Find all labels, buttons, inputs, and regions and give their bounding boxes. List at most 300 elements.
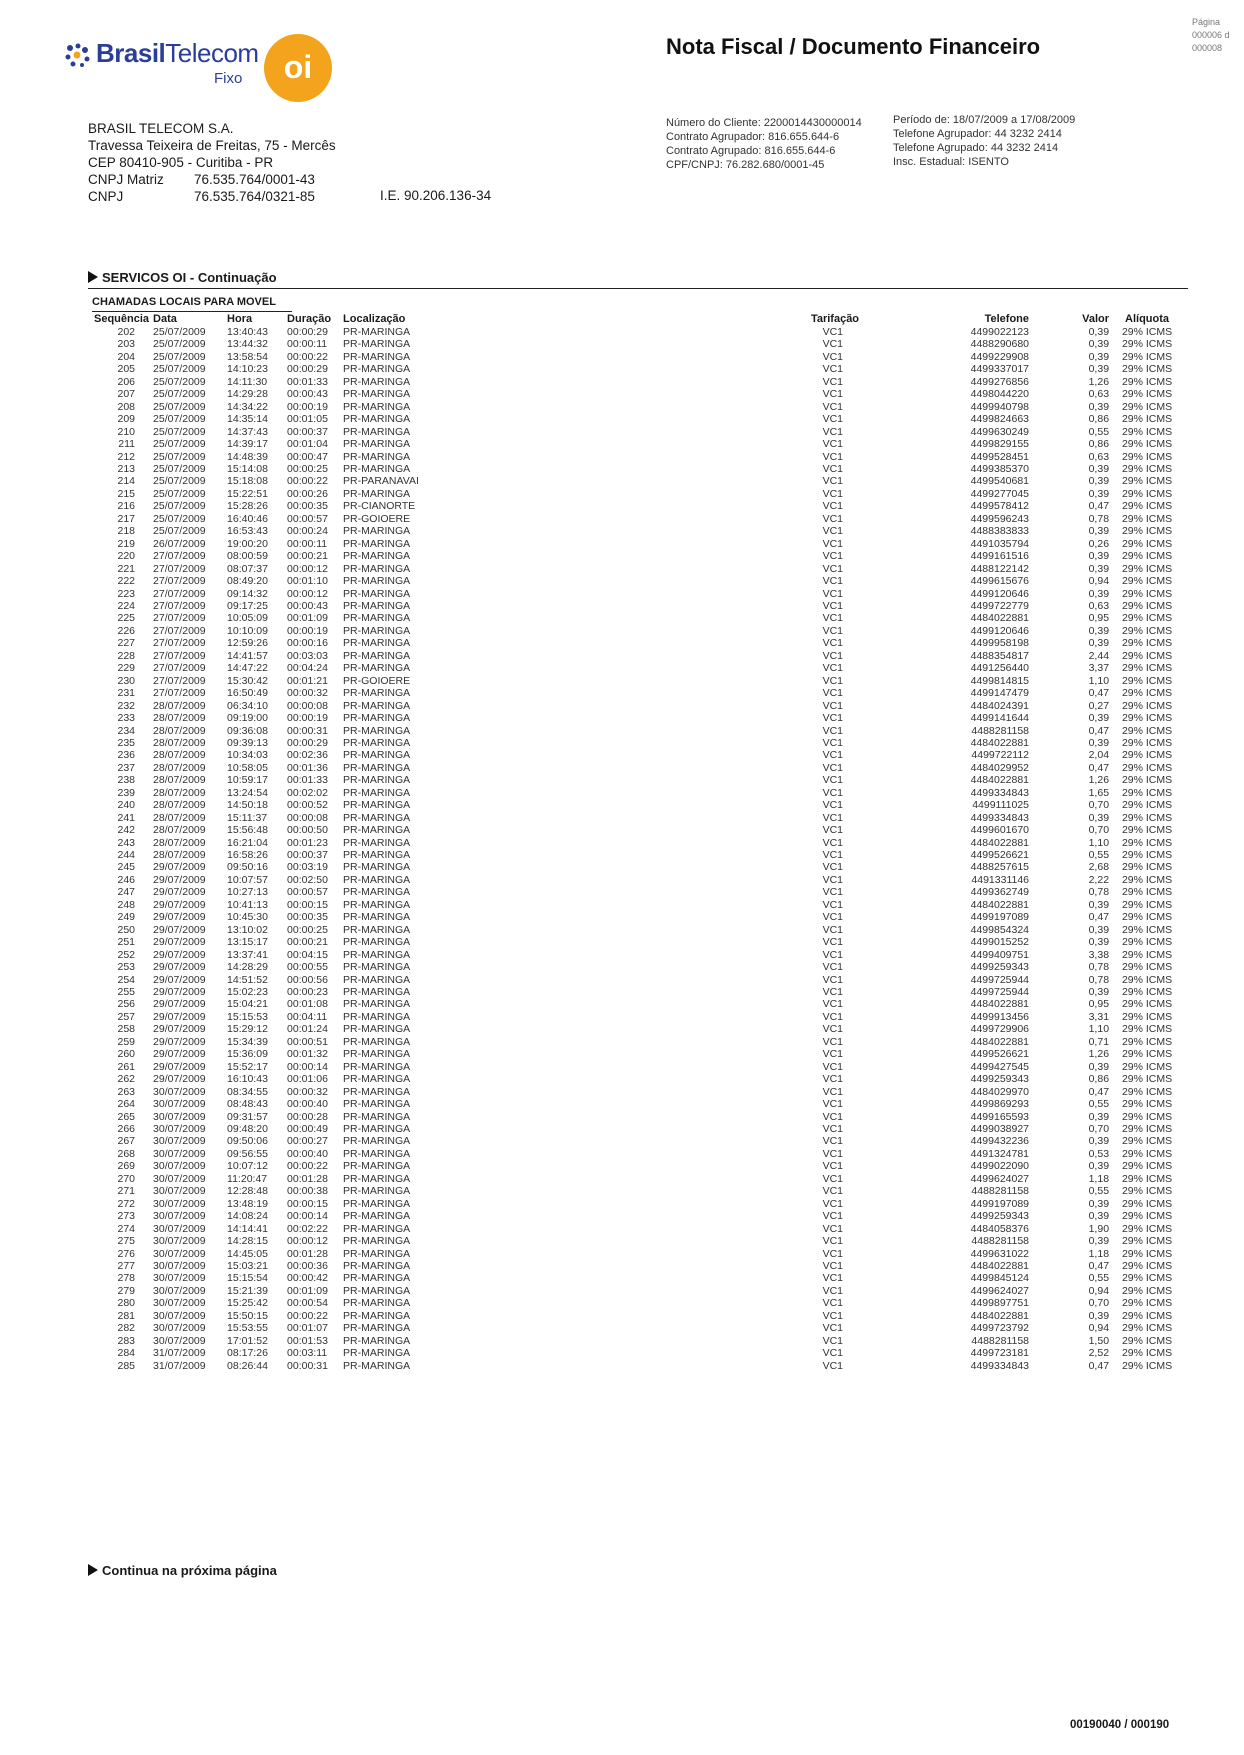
cell-seq: 276 [117, 1247, 136, 1260]
cell-aliquota: 29% ICMS [1121, 624, 1173, 637]
cell-tarifacao: VC1 [822, 736, 844, 749]
cell-valor: 0,47 [1088, 687, 1110, 700]
cell-duracao: 00:03:03 [287, 649, 328, 662]
table-row [92, 351, 1183, 363]
table-row [92, 612, 1183, 624]
cell-duracao: 00:00:19 [287, 624, 328, 637]
cell-telefone: 4499722112 [971, 749, 1030, 762]
cell-localizacao: PR-MARINGA [343, 1235, 411, 1248]
cell-localizacao: PR-MARINGA [343, 1010, 411, 1023]
cell-localizacao: PR-MARINGA [343, 350, 411, 363]
cell-tarifacao: VC1 [822, 786, 844, 799]
table-row [92, 637, 1183, 649]
cell-telefone: 4499337017 [970, 363, 1030, 376]
cell-hora: 15:18:08 [227, 475, 268, 488]
cell-hora: 14:34:22 [227, 400, 268, 413]
cell-data: 29/07/2009 [153, 861, 206, 874]
cell-telefone: 4499120646 [970, 624, 1030, 637]
cell-tarifacao: VC1 [822, 1284, 844, 1297]
table-row [92, 588, 1183, 600]
cell-valor: 0,63 [1088, 388, 1110, 401]
cell-seq: 250 [117, 923, 136, 936]
cell-telefone: 4488281158 [971, 1235, 1030, 1248]
col-duracao: Duração [287, 313, 332, 325]
cell-seq: 261 [117, 1060, 136, 1073]
cell-data: 27/07/2009 [153, 637, 206, 650]
cell-tarifacao: VC1 [822, 1048, 844, 1061]
cell-telefone: 4484022881 [970, 1259, 1030, 1272]
cell-localizacao: PR-MARINGA [343, 1359, 411, 1372]
cell-valor: 0,39 [1088, 475, 1110, 488]
cell-seq: 246 [117, 873, 136, 886]
company-ie: I.E. 90.206.136-34 [380, 188, 492, 203]
cell-tarifacao: VC1 [822, 400, 844, 413]
cell-telefone: 4484022881 [970, 736, 1030, 749]
cell-localizacao: PR-MARINGA [343, 1197, 411, 1210]
cell-telefone: 4499624027 [970, 1284, 1030, 1297]
cell-aliquota: 29% ICMS [1121, 587, 1173, 600]
cell-data: 29/07/2009 [153, 986, 206, 999]
cell-aliquota: 29% ICMS [1121, 1035, 1173, 1048]
cell-tarifacao: VC1 [822, 1010, 844, 1023]
cell-seq: 222 [117, 575, 136, 588]
table-row [92, 762, 1183, 774]
cell-valor: 0,94 [1088, 1322, 1110, 1335]
cell-duracao: 00:00:31 [287, 1359, 328, 1372]
cell-duracao: 00:01:32 [287, 1048, 328, 1061]
cell-hora: 14:39:17 [227, 438, 268, 451]
cell-localizacao: PR-MARINGA [343, 961, 411, 974]
cell-duracao: 00:04:15 [287, 948, 328, 961]
cell-aliquota: 29% ICMS [1121, 1123, 1173, 1135]
cell-localizacao: PR-MARINGA [343, 637, 411, 650]
arrow-right-icon [88, 271, 98, 283]
cell-duracao: 00:00:47 [287, 450, 328, 463]
cell-telefone: 4499723792 [970, 1322, 1030, 1335]
table-row [92, 1310, 1183, 1322]
cell-seq: 212 [117, 450, 136, 463]
cell-telefone: 4499526621 [970, 849, 1030, 862]
cell-aliquota: 29% ICMS [1121, 649, 1173, 662]
cell-seq: 211 [118, 438, 136, 451]
cell-data: 30/07/2009 [153, 1197, 206, 1210]
client-info-right [893, 113, 1075, 169]
cell-localizacao: PR-MARINGA [343, 1347, 411, 1360]
cell-duracao: 00:00:19 [287, 712, 328, 725]
table-row [92, 575, 1183, 587]
cell-seq: 270 [117, 1172, 136, 1185]
cell-tarifacao: VC1 [822, 712, 844, 725]
brand-sub: Fixo [214, 70, 243, 87]
cell-localizacao: PR-MARINGA [343, 786, 411, 799]
table-row [92, 749, 1183, 761]
cell-tarifacao: VC1 [822, 1235, 844, 1248]
telefone-agrupado: Telefone Agrupado: 44 3232 2414 [893, 142, 1059, 154]
table-row [92, 1048, 1183, 1060]
cell-duracao: 00:00:12 [287, 587, 328, 600]
cell-valor: 0,39 [1088, 400, 1110, 413]
table-row [92, 1248, 1183, 1260]
cell-data: 30/07/2009 [153, 1322, 206, 1335]
cell-telefone: 4488290680 [970, 338, 1030, 351]
cell-data: 29/07/2009 [153, 961, 206, 974]
cell-tarifacao: VC1 [822, 749, 844, 762]
cell-seq: 274 [117, 1222, 136, 1235]
cell-tarifacao: VC1 [822, 998, 844, 1011]
cell-data: 30/07/2009 [153, 1309, 206, 1322]
cell-telefone: 4499869293 [970, 1098, 1030, 1111]
cell-valor: 2,52 [1088, 1347, 1110, 1360]
cell-hora: 15:14:08 [227, 462, 268, 475]
cell-telefone: 4491035794 [970, 537, 1030, 550]
table-row [92, 1148, 1183, 1160]
cell-hora: 10:45:30 [227, 911, 268, 924]
cell-duracao: 00:00:24 [287, 525, 328, 538]
cell-telefone: 4488354817 [970, 649, 1030, 662]
cell-localizacao: PR-MARINGA [343, 438, 411, 451]
cell-valor: 0,39 [1088, 562, 1110, 575]
cell-data: 25/07/2009 [153, 363, 206, 376]
cell-data: 29/07/2009 [153, 948, 206, 961]
cell-valor: 1,26 [1088, 375, 1110, 388]
cell-duracao: 00:00:23 [287, 986, 328, 999]
cell-telefone: 4499601670 [970, 824, 1030, 837]
page-stamp-total: 000008 [1192, 43, 1223, 53]
cell-telefone: 4499259343 [970, 961, 1030, 974]
table-row [92, 563, 1183, 575]
cell-aliquota: 29% ICMS [1121, 400, 1173, 413]
cell-seq: 210 [117, 425, 136, 438]
cell-localizacao: PR-MARINGA [343, 662, 411, 675]
cell-valor: 0,95 [1088, 612, 1110, 625]
cell-seq: 229 [117, 662, 136, 675]
cell-data: 30/07/2009 [153, 1247, 206, 1260]
cell-localizacao: PR-MARINGA [343, 649, 411, 662]
cell-aliquota: 29% ICMS [1121, 1048, 1173, 1061]
company-info [88, 120, 336, 205]
cell-data: 30/07/2009 [153, 1160, 206, 1173]
billing-period: Período de: 18/07/2009 a 17/08/2009 [893, 114, 1076, 126]
cell-tarifacao: VC1 [822, 761, 844, 774]
cell-localizacao: PR-MARINGA [343, 712, 411, 725]
cell-seq: 205 [117, 363, 136, 376]
cell-localizacao: PR-MARINGA [343, 1259, 411, 1272]
cell-valor: 0,47 [1088, 724, 1110, 737]
cell-duracao: 00:04:11 [287, 1010, 328, 1023]
cell-telefone: 4499725944 [970, 986, 1030, 999]
cell-hora: 15:30:42 [227, 674, 268, 687]
cell-data: 28/07/2009 [153, 699, 206, 712]
table-row [92, 924, 1183, 936]
table-row [92, 874, 1183, 886]
cell-telefone: 4484029952 [970, 761, 1030, 774]
table-row [92, 1098, 1183, 1110]
cell-aliquota: 29% ICMS [1121, 873, 1173, 886]
cell-aliquota: 29% ICMS [1121, 774, 1173, 787]
cell-valor: 0,39 [1088, 736, 1110, 749]
cell-telefone: 4499334843 [970, 786, 1030, 799]
cell-hora: 15:11:37 [227, 811, 268, 824]
cell-tarifacao: VC1 [822, 363, 844, 376]
cell-tarifacao: VC1 [822, 898, 844, 911]
cell-localizacao: PR-MARINGA [343, 824, 411, 837]
table-row [92, 488, 1183, 500]
cell-seq: 255 [117, 986, 136, 999]
cell-telefone: 4499729906 [970, 1023, 1030, 1036]
telefone-agrupador: Telefone Agrupador: 44 3232 2414 [893, 128, 1062, 140]
cell-tarifacao: VC1 [822, 413, 844, 426]
page-stamp [1192, 16, 1242, 55]
cell-hora: 14:51:52 [227, 973, 268, 986]
cell-seq: 251 [117, 936, 136, 949]
cell-hora: 15:02:23 [227, 986, 268, 999]
table-row [92, 1135, 1183, 1147]
cell-localizacao: PR-MARINGA [343, 375, 411, 388]
cell-valor: 0,39 [1088, 587, 1110, 600]
cell-duracao: 00:01:07 [287, 1322, 328, 1335]
cell-valor: 0,39 [1088, 712, 1110, 725]
cell-valor: 3,38 [1088, 948, 1110, 961]
page-stamp-number: 000006 d [1192, 30, 1230, 40]
cpf-cnpj: CPF/CNPJ: 76.282.680/0001-45 [666, 159, 825, 171]
cell-tarifacao: VC1 [822, 450, 844, 463]
cell-duracao: 00:00:35 [287, 911, 328, 924]
cell-aliquota: 29% ICMS [1121, 886, 1173, 899]
cell-seq: 260 [117, 1048, 136, 1061]
cell-aliquota: 29% ICMS [1121, 363, 1173, 376]
cell-aliquota: 29% ICMS [1121, 824, 1173, 837]
cell-telefone: 4488281158 [971, 1334, 1030, 1347]
cell-aliquota: 29% ICMS [1121, 786, 1173, 799]
cell-duracao: 00:00:21 [287, 550, 328, 563]
cell-data: 30/07/2009 [153, 1147, 206, 1160]
cell-data: 28/07/2009 [153, 724, 206, 737]
cell-data: 25/07/2009 [153, 375, 206, 388]
table-row [92, 413, 1183, 425]
cell-data: 25/07/2009 [153, 388, 206, 401]
cell-duracao: 00:01:04 [287, 438, 328, 451]
cell-tarifacao: VC1 [822, 1210, 844, 1223]
cell-seq: 227 [117, 637, 136, 650]
cell-telefone: 4499362749 [970, 886, 1030, 899]
cell-seq: 263 [117, 1085, 136, 1098]
cell-tarifacao: VC1 [822, 537, 844, 550]
cell-valor: 0,39 [1088, 986, 1110, 999]
cell-data: 28/07/2009 [153, 836, 206, 849]
cell-duracao: 00:00:22 [287, 350, 328, 363]
cell-seq: 249 [117, 911, 136, 924]
cell-seq: 238 [117, 774, 136, 787]
cell-valor: 3,31 [1088, 1010, 1110, 1023]
cell-valor: 0,94 [1088, 1284, 1110, 1297]
cell-tarifacao: VC1 [822, 861, 844, 874]
cell-duracao: 00:00:29 [287, 736, 328, 749]
cell-aliquota: 29% ICMS [1121, 450, 1173, 463]
cell-localizacao: PR-MARINGA [343, 849, 411, 862]
cell-valor: 0,39 [1088, 1197, 1110, 1210]
cell-aliquota: 29% ICMS [1121, 1297, 1173, 1310]
cell-valor: 1,50 [1088, 1334, 1110, 1347]
cell-duracao: 00:00:32 [287, 1085, 328, 1098]
cell-tarifacao: VC1 [822, 687, 844, 700]
cell-aliquota: 29% ICMS [1121, 936, 1173, 949]
cell-aliquota: 29% ICMS [1121, 712, 1173, 725]
cell-valor: 0,39 [1088, 1160, 1110, 1173]
cell-hora: 14:11:30 [227, 375, 268, 388]
cell-valor: 0,39 [1088, 1110, 1110, 1123]
cell-hora: 08:48:43 [227, 1098, 268, 1111]
cell-duracao: 00:01:10 [287, 575, 328, 588]
cell-duracao: 00:01:05 [287, 413, 328, 426]
cell-aliquota: 29% ICMS [1121, 1160, 1173, 1173]
cell-telefone: 4488257615 [970, 861, 1030, 874]
cell-hora: 10:10:09 [227, 624, 268, 637]
cell-data: 29/07/2009 [153, 873, 206, 886]
cell-data: 30/07/2009 [153, 1334, 206, 1347]
cell-data: 30/07/2009 [153, 1085, 206, 1098]
cell-aliquota: 29% ICMS [1121, 1060, 1173, 1073]
cell-seq: 225 [117, 612, 136, 625]
cell-valor: 0,63 [1088, 599, 1110, 612]
cell-duracao: 00:01:24 [287, 1023, 328, 1036]
cell-data: 29/07/2009 [153, 898, 206, 911]
cell-localizacao: PR-MARINGA [343, 736, 411, 749]
cell-data: 25/07/2009 [153, 400, 206, 413]
cell-seq: 240 [117, 799, 136, 812]
cell-localizacao: PR-MARINGA [343, 363, 411, 376]
cell-aliquota: 29% ICMS [1121, 550, 1173, 563]
cell-seq: 284 [117, 1347, 136, 1360]
cell-valor: 0,86 [1088, 413, 1110, 426]
table-row [92, 538, 1183, 550]
cell-aliquota: 29% ICMS [1121, 973, 1173, 986]
contrato-agrupador: Contrato Agrupador: 816.655.644-6 [666, 131, 840, 143]
table-row [92, 662, 1183, 674]
table-row [92, 1235, 1183, 1247]
cell-seq: 233 [117, 712, 136, 725]
cell-hora: 15:22:51 [227, 487, 268, 500]
cell-tarifacao: VC1 [822, 1160, 844, 1173]
cell-valor: 3,37 [1088, 662, 1110, 675]
cell-aliquota: 29% ICMS [1121, 1247, 1173, 1260]
cell-data: 30/07/2009 [153, 1185, 206, 1198]
cell-hora: 14:29:28 [227, 388, 268, 401]
cell-valor: 1,65 [1088, 786, 1110, 799]
cell-aliquota: 29% ICMS [1121, 1259, 1173, 1272]
cell-aliquota: 29% ICMS [1121, 1309, 1173, 1322]
cell-tarifacao: VC1 [822, 948, 844, 961]
cell-data: 30/07/2009 [153, 1235, 206, 1248]
cell-aliquota: 29% ICMS [1121, 849, 1173, 862]
cell-aliquota: 29% ICMS [1121, 724, 1173, 737]
cell-valor: 0,95 [1088, 998, 1110, 1011]
table-row [92, 1160, 1183, 1172]
cell-seq: 258 [117, 1023, 136, 1036]
cell-valor: 0,39 [1088, 1235, 1110, 1248]
cell-telefone: 4499120646 [970, 587, 1030, 600]
cell-telefone: 4499845124 [970, 1272, 1030, 1285]
cell-data: 27/07/2009 [153, 562, 206, 575]
cell-duracao: 00:00:08 [287, 811, 328, 824]
company-address: Travessa Teixeira de Freitas, 75 - Mercês [88, 138, 336, 153]
cell-hora: 08:49:20 [227, 575, 268, 588]
cell-seq: 242 [117, 824, 136, 837]
cell-aliquota: 29% ICMS [1121, 375, 1173, 388]
cell-duracao: 00:02:22 [287, 1222, 328, 1235]
cell-hora: 10:58:05 [227, 761, 268, 774]
cell-valor: 0,47 [1088, 1259, 1110, 1272]
cell-seq: 234 [117, 724, 136, 737]
table-row [92, 1061, 1183, 1073]
cell-seq: 235 [117, 736, 136, 749]
cell-hora: 15:36:09 [227, 1048, 268, 1061]
cell-data: 27/07/2009 [153, 599, 206, 612]
table-row [92, 1360, 1183, 1372]
cell-localizacao: PR-MARINGA [343, 1272, 411, 1285]
cell-duracao: 00:00:40 [287, 1098, 328, 1111]
cell-tarifacao: VC1 [822, 1172, 844, 1185]
cell-tarifacao: VC1 [822, 961, 844, 974]
cell-hora: 17:01:52 [227, 1334, 268, 1347]
cell-tarifacao: VC1 [822, 836, 844, 849]
cell-telefone: 4499147479 [970, 687, 1030, 700]
cell-valor: 1,10 [1088, 836, 1110, 849]
cell-tarifacao: VC1 [822, 326, 844, 338]
cell-duracao: 00:00:15 [287, 898, 328, 911]
cell-localizacao: PR-MARINGA [343, 400, 411, 413]
cell-duracao: 00:00:11 [287, 537, 328, 550]
cell-tarifacao: VC1 [822, 1185, 844, 1198]
cell-data: 30/07/2009 [153, 1123, 206, 1135]
cell-duracao: 00:02:02 [287, 786, 328, 799]
cell-localizacao: PR-MARINGA [343, 1098, 411, 1111]
cell-seq: 273 [117, 1210, 136, 1223]
cell-localizacao: PR-MARINGA [343, 525, 411, 538]
cell-seq: 230 [117, 674, 136, 687]
table-row [92, 1272, 1183, 1284]
cell-telefone: 4499229908 [970, 350, 1030, 363]
cell-localizacao: PR-MARINGA [343, 1060, 411, 1073]
cell-telefone: 4499526621 [970, 1048, 1030, 1061]
cell-duracao: 00:00:49 [287, 1123, 328, 1135]
cell-hora: 16:40:46 [227, 512, 268, 525]
cell-seq: 203 [117, 338, 136, 351]
cell-seq: 207 [117, 388, 136, 401]
cell-valor: 0,70 [1088, 1123, 1110, 1135]
cell-hora: 14:37:43 [227, 425, 268, 438]
cell-telefone: 4488281158 [971, 724, 1030, 737]
cell-valor: 0,39 [1088, 637, 1110, 650]
table-row [92, 961, 1183, 973]
table-row [92, 774, 1183, 786]
cell-seq: 204 [117, 350, 136, 363]
cell-data: 27/07/2009 [153, 687, 206, 700]
cell-data: 25/07/2009 [153, 462, 206, 475]
cell-duracao: 00:00:40 [287, 1147, 328, 1160]
table-row [92, 1260, 1183, 1272]
cell-tarifacao: VC1 [822, 1272, 844, 1285]
cell-data: 30/07/2009 [153, 1210, 206, 1223]
table-row [92, 525, 1183, 537]
cell-duracao: 00:01:21 [287, 674, 328, 687]
table-row [92, 326, 1183, 338]
cell-localizacao: PR-MARINGA [343, 799, 411, 812]
table-row [92, 986, 1183, 998]
cell-duracao: 00:00:16 [287, 637, 328, 650]
cell-tarifacao: VC1 [822, 1322, 844, 1335]
table-row [92, 1297, 1183, 1309]
cell-data: 31/07/2009 [153, 1347, 206, 1360]
